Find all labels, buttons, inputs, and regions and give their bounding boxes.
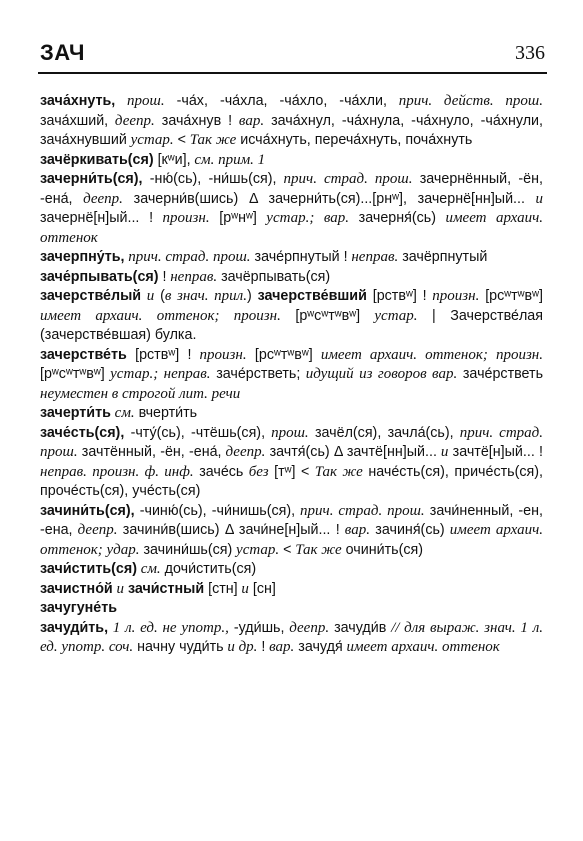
entry-text: < <box>279 541 292 558</box>
entry-text: очини́ть(ся) <box>341 541 424 558</box>
entry-label: неуместен в строгой лит. речи <box>40 385 241 402</box>
entry-text: [рʷнʷ] <box>209 210 257 226</box>
entry-label: деепр. <box>221 444 266 460</box>
entry-label: и <box>436 444 449 460</box>
entry-label: устар.; вар. <box>256 210 349 226</box>
entry-headword: зачи́стный <box>123 580 205 597</box>
entry-headword: зачугуне́ть <box>40 600 118 616</box>
entry-headword: зачуди́ть, <box>40 619 109 636</box>
dictionary-entry <box>40 580 543 600</box>
entry-headword: зачерни́ть(ся), <box>40 171 143 187</box>
entry-label: см. <box>110 405 135 421</box>
entry-label: имеет архаич. оттенок <box>342 639 500 655</box>
dictionary-entry <box>40 287 543 346</box>
dictionary-entry <box>40 346 543 405</box>
entry-text: заче́рстветь <box>457 366 544 382</box>
entry-text: -ча́х, -ча́хла, -ча́хло, -ча́хли, <box>164 93 387 109</box>
entry-text: зача́хнув ! <box>154 112 233 129</box>
entry-text: ! <box>158 268 167 285</box>
entry-text: [тʷ] < <box>268 463 310 480</box>
entry-text: < <box>173 132 186 148</box>
entry-text: дочи́стить(ся) <box>160 561 257 577</box>
entry-text: [сн] <box>248 580 276 597</box>
entry-text: ! <box>257 639 266 655</box>
entry-label: имеет архаич. оттенок; удар. <box>40 522 543 558</box>
entry-text: зачёрпывать(ся) <box>217 268 331 285</box>
dictionary-entry <box>40 560 543 580</box>
entry-label: неправ. <box>166 268 218 285</box>
entry-label: вар. <box>232 112 265 129</box>
entry-text: -чиню́(сь), -чи́нишь(ся), <box>134 502 296 519</box>
entry-text: зача́хший, <box>40 112 109 129</box>
entry-label: Так же <box>291 541 342 558</box>
dictionary-entry <box>40 599 543 619</box>
entry-text: [рʷсʷтʷвʷ] <box>280 307 361 324</box>
entry-label: вар. <box>265 639 295 655</box>
entry-headword: зачерстве́вший <box>251 288 367 304</box>
dictionary-entry <box>40 268 543 288</box>
entry-text: [рʷсʷтʷвʷ] <box>40 366 105 382</box>
entry-text: [рствʷ] ! <box>126 346 192 363</box>
dictionary-entry <box>40 248 543 268</box>
entry-text: зачуди́в <box>329 619 387 636</box>
entry-label: деепр. <box>72 522 118 538</box>
entry-text: заче́рстветь; <box>210 366 301 382</box>
dictionary-entry <box>40 424 543 502</box>
entry-label: деепр. <box>284 619 330 636</box>
entry-text: зачини́в(шись) Δ зачи́не[н]ый... ! <box>117 522 340 538</box>
entry-label: устар.; неправ. <box>104 366 211 382</box>
entry-headword: зачерпну́ть, <box>40 249 125 265</box>
entry-label: деепр. <box>72 190 123 207</box>
dictionary-entry <box>40 404 543 424</box>
entry-text: зачёрпнутый <box>398 249 488 265</box>
dictionary-entry <box>40 151 543 171</box>
entry-label: имеет архаич. оттенок; произн. <box>40 307 281 324</box>
entry-text: [рствʷ] ! <box>366 288 427 304</box>
entry-headword: заче́рпывать(ся) <box>40 268 159 285</box>
entry-label: устар. <box>360 307 418 324</box>
entry-label: прич. действ. прош. <box>386 93 543 109</box>
entry-label: прич. страд. прош. <box>40 424 543 460</box>
entry-label: прич. страд. прош. <box>295 502 425 519</box>
entry-text: заче́рпнутый ! <box>250 249 348 265</box>
entry-label: и др. <box>223 639 258 655</box>
entry-text: исча́хнуть, переча́хнуть, поча́хнуть <box>236 132 473 148</box>
entry-label: прош. <box>265 424 309 441</box>
entry-text: -ню́(сь), -ни́шь(ся), <box>142 171 277 187</box>
entry-label: прош. <box>115 93 165 109</box>
entry-text: [стн] <box>204 580 238 597</box>
entry-label: прич. страд. прош. <box>124 249 251 265</box>
entry-headword: зача́хнуть, <box>40 93 116 109</box>
entry-text: зачтё[н]ый... ! <box>448 444 544 460</box>
dictionary-entry <box>40 92 543 151</box>
entry-label: устар. <box>232 541 280 558</box>
entry-label: произн. <box>191 346 247 363</box>
entry-label: и <box>112 580 124 597</box>
entry-text: [кʷи], <box>153 151 191 168</box>
entry-label: деепр. <box>108 112 155 129</box>
entry-text: [рсʷтʷвʷ] <box>246 346 313 363</box>
entry-headword: зачёркивать(ся) <box>40 151 154 168</box>
entry-text: начну чуди́ть <box>133 639 224 655</box>
entry-label: и <box>237 580 249 597</box>
entry-text: [рсʷтʷвʷ] <box>479 288 544 304</box>
entry-text: зачернённый, -ён, -ена́, <box>40 171 543 207</box>
entry-headword: зачерти́ть <box>40 405 111 421</box>
entry-label: см. прим. 1 <box>190 151 266 168</box>
entry-headword: зачини́ть(ся), <box>40 502 135 519</box>
entry-text: зачерни́в(шись) Δ зачерни́ть(ся)...[рнʷ], зачернё[нн]ый... <box>122 190 525 207</box>
entry-label: см. <box>136 561 161 577</box>
entry-label: имеет архаич. оттенок <box>40 210 544 246</box>
running-head-word: ЗАЧ <box>40 40 85 65</box>
entry-text: | Зачерстве́лая (зачерстве́вшая) булка. <box>40 307 543 343</box>
entry-text: -чту́(сь), -чтёшь(ся), <box>124 424 266 441</box>
dictionary-entry <box>40 502 543 561</box>
page-number: 336 <box>515 42 545 64</box>
entry-label: произн. <box>153 210 210 226</box>
entry-label: неправ. произн. ф. инф. <box>40 463 194 480</box>
entry-text: зача́хнул, -ча́хнула, -ча́хнуло, -ча́хнули, зача́хнувший <box>40 112 543 148</box>
entry-text: наче́сть(ся), приче́сть(ся), проче́сть(ся), уче́сть(ся) <box>40 463 543 499</box>
entry-label: в знач. прил. <box>164 288 247 304</box>
entry-headword: заче́сть(ся), <box>40 424 125 441</box>
entry-text: ) <box>246 288 252 304</box>
entry-label: и <box>524 190 543 207</box>
entry-headword: зачи́стить(ся) <box>40 561 137 577</box>
entry-label: и <box>141 288 155 304</box>
entry-label: Так же <box>309 463 363 480</box>
header-rule <box>38 72 547 74</box>
entry-label: прич. страд. прош. <box>276 171 413 187</box>
entry-label: произн. <box>426 288 480 304</box>
entry-label: // для выраж. знач. 1 л. ед. употр. соч. <box>40 619 543 655</box>
entry-text: ( <box>154 288 165 304</box>
entry-text: зачернё[н]ый... ! <box>40 210 154 226</box>
entry-text: зачёл(ся), зачла́(сь), <box>308 424 454 441</box>
entry-text: зачи́ненный, -ен, -ена, <box>40 502 543 538</box>
entry-label: без <box>243 463 269 480</box>
entry-text: зачерня́(сь) <box>349 210 436 226</box>
dictionary-entry <box>40 619 543 658</box>
entry-text: зачини́шь(ся) <box>139 541 233 558</box>
dictionary-entry <box>40 170 543 248</box>
entry-label: устар. <box>126 132 174 148</box>
entry-label: идущий из говоров вар. <box>300 366 458 382</box>
entry-text: зачиня́(сь) <box>369 522 445 538</box>
entry-label: вар. <box>339 522 370 538</box>
entry-text: зачтя́(сь) Δ зачтё[нн]ый... <box>265 444 437 460</box>
entries-column <box>40 92 543 658</box>
entry-text: зачудя́ <box>294 639 343 655</box>
entry-text: вчерти́ть <box>134 405 198 421</box>
entry-headword: зачерстве́ть <box>40 346 127 363</box>
entry-text: заче́сь <box>193 463 244 480</box>
entry-headword: зачистно́й <box>40 580 113 597</box>
entry-label: имеет архаич. оттенок; произн. <box>312 346 543 363</box>
entry-label: Так же <box>186 132 237 148</box>
entry-text: -уди́шь, <box>228 619 285 636</box>
entry-label: 1 л. ед. не употр., <box>108 619 229 636</box>
entry-headword: зачерстве́лый <box>40 288 142 304</box>
entry-text: зачтённый, -ён, -ена́, <box>77 444 222 460</box>
entry-label: неправ. <box>347 249 399 265</box>
